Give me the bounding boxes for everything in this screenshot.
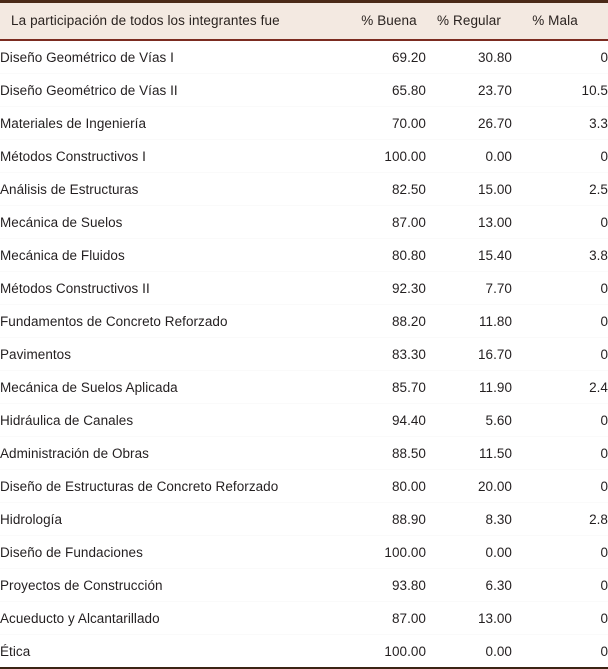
cell-course-name: Acueducto y Alcantarillado (0, 602, 352, 635)
cell-percent-mala: 0 (600, 643, 608, 659)
cell-percent-mala: 0 (512, 40, 608, 74)
cell-percent-buena: 88.20 (352, 305, 426, 338)
column-header-question: La participación de todos los integrantes fue (0, 2, 352, 41)
cell-percent-regular: 15.40 (426, 239, 512, 272)
table-row (0, 40, 608, 74)
cell-percent-mala: 0 (512, 602, 608, 635)
cell-percent-buena: 100.00 (352, 536, 426, 569)
cell-percent-mala: 0 (512, 437, 608, 470)
table-row (0, 239, 608, 272)
table-row (0, 371, 608, 404)
cell-percent-regular: 13.00 (426, 206, 512, 239)
cell-percent-mala: 0 (512, 536, 608, 569)
cell-percent-mala: 2.5 (512, 173, 608, 206)
column-header-regular: % Regular (426, 2, 512, 41)
cell-percent-buena: 80.80 (352, 239, 426, 272)
cell-course-name: Mecánica de Suelos (0, 206, 352, 239)
cell-course-name: Análisis de Estructuras (0, 173, 352, 206)
cell-percent-buena: 100.00 (384, 643, 426, 659)
table-row (0, 173, 608, 206)
cell-course-name: Pavimentos (0, 338, 352, 371)
cell-course-name: Ética (0, 643, 31, 659)
cell-percent-regular: 6.30 (426, 569, 512, 602)
table-row (0, 437, 608, 470)
column-header-mala: % Mala (512, 2, 608, 41)
cell-percent-buena: 83.30 (352, 338, 426, 371)
cell-course-name: Mecánica de Suelos Aplicada (0, 371, 352, 404)
cell-percent-buena: 65.80 (352, 74, 426, 107)
cell-course-name: Métodos Constructivos II (0, 272, 352, 305)
column-header-buena: % Buena (352, 2, 426, 41)
cell-percent-buena: 92.30 (352, 272, 426, 305)
cell-percent-regular: 0.00 (485, 643, 512, 659)
cell-course-name: Diseño Geométrico de Vías I (0, 40, 352, 74)
cell-percent-regular: 11.90 (426, 371, 512, 404)
cell-course-name: Mecánica de Fluidos (0, 239, 352, 272)
cell-percent-regular: 5.60 (426, 404, 512, 437)
cell-percent-mala: 0 (512, 140, 608, 173)
table-row (0, 602, 608, 635)
table-row (0, 404, 608, 437)
cell-course-name: Métodos Constructivos I (0, 140, 352, 173)
cell-course-name: Hidrología (0, 503, 352, 536)
cell-percent-mala: 2.8 (512, 503, 608, 536)
table-row (0, 140, 608, 173)
table-row (0, 569, 608, 602)
cell-percent-mala: 0 (512, 404, 608, 437)
cell-course-name: Hidráulica de Canales (0, 404, 352, 437)
cell-course-name: Fundamentos de Concreto Reforzado (0, 305, 352, 338)
cell-percent-buena: 87.00 (352, 602, 426, 635)
cell-percent-regular: 0.00 (426, 536, 512, 569)
cell-percent-mala: 10.5 (512, 74, 608, 107)
cell-percent-buena: 80.00 (352, 470, 426, 503)
cell-percent-buena: 69.20 (352, 40, 426, 74)
cell-percent-mala: 0 (512, 272, 608, 305)
cell-percent-buena: 100.00 (352, 140, 426, 173)
cell-percent-mala: 2.4 (512, 371, 608, 404)
cell-percent-mala: 0 (512, 338, 608, 371)
table-row (0, 272, 608, 305)
cell-percent-buena: 93.80 (352, 569, 426, 602)
cell-percent-mala: 0 (512, 470, 608, 503)
cell-course-name: Proyectos de Construcción (0, 569, 352, 602)
table-row (0, 338, 608, 371)
cell-percent-mala: 0 (512, 206, 608, 239)
cell-percent-regular: 15.00 (426, 173, 512, 206)
cell-percent-buena: 87.00 (352, 206, 426, 239)
cell-percent-mala: 0 (512, 569, 608, 602)
table-row (0, 536, 608, 569)
cell-percent-mala: 3.3 (512, 107, 608, 140)
cell-percent-regular: 11.50 (426, 437, 512, 470)
cell-percent-mala: 3.8 (512, 239, 608, 272)
table-header-row (0, 2, 608, 41)
cell-percent-regular: 0.00 (426, 140, 512, 173)
cell-percent-regular: 7.70 (426, 272, 512, 305)
table-row (0, 470, 608, 503)
cell-course-name: Diseño de Fundaciones (0, 536, 352, 569)
table-head (0, 2, 608, 41)
cell-percent-regular: 30.80 (426, 40, 512, 74)
table-row (0, 503, 608, 536)
cell-percent-buena: 70.00 (352, 107, 426, 140)
cell-course-name: Administración de Obras (0, 437, 352, 470)
cell-percent-regular: 16.70 (426, 338, 512, 371)
cell-percent-buena: 88.90 (352, 503, 426, 536)
cell-course-name: Materiales de Ingeniería (0, 107, 352, 140)
cell-percent-regular: 26.70 (426, 107, 512, 140)
cell-course-name: Diseño de Estructuras de Concreto Reforzado (0, 470, 352, 503)
table-row (0, 107, 608, 140)
cell-percent-regular: 11.80 (426, 305, 512, 338)
table-row (0, 635, 608, 669)
cell-percent-regular: 13.00 (426, 602, 512, 635)
cell-percent-buena: 82.50 (352, 173, 426, 206)
cell-percent-buena: 85.70 (352, 371, 426, 404)
cell-percent-regular: 23.70 (426, 74, 512, 107)
cell-percent-buena: 88.50 (352, 437, 426, 470)
table-row (0, 74, 608, 107)
cell-percent-regular: 20.00 (426, 470, 512, 503)
table-body (0, 40, 608, 668)
cell-percent-regular: 8.30 (426, 503, 512, 536)
cell-course-name: Diseño Geométrico de Vías II (0, 74, 352, 107)
cell-percent-mala: 0 (512, 305, 608, 338)
cell-percent-buena: 94.40 (352, 404, 426, 437)
table-row (0, 305, 608, 338)
table-row (0, 206, 608, 239)
